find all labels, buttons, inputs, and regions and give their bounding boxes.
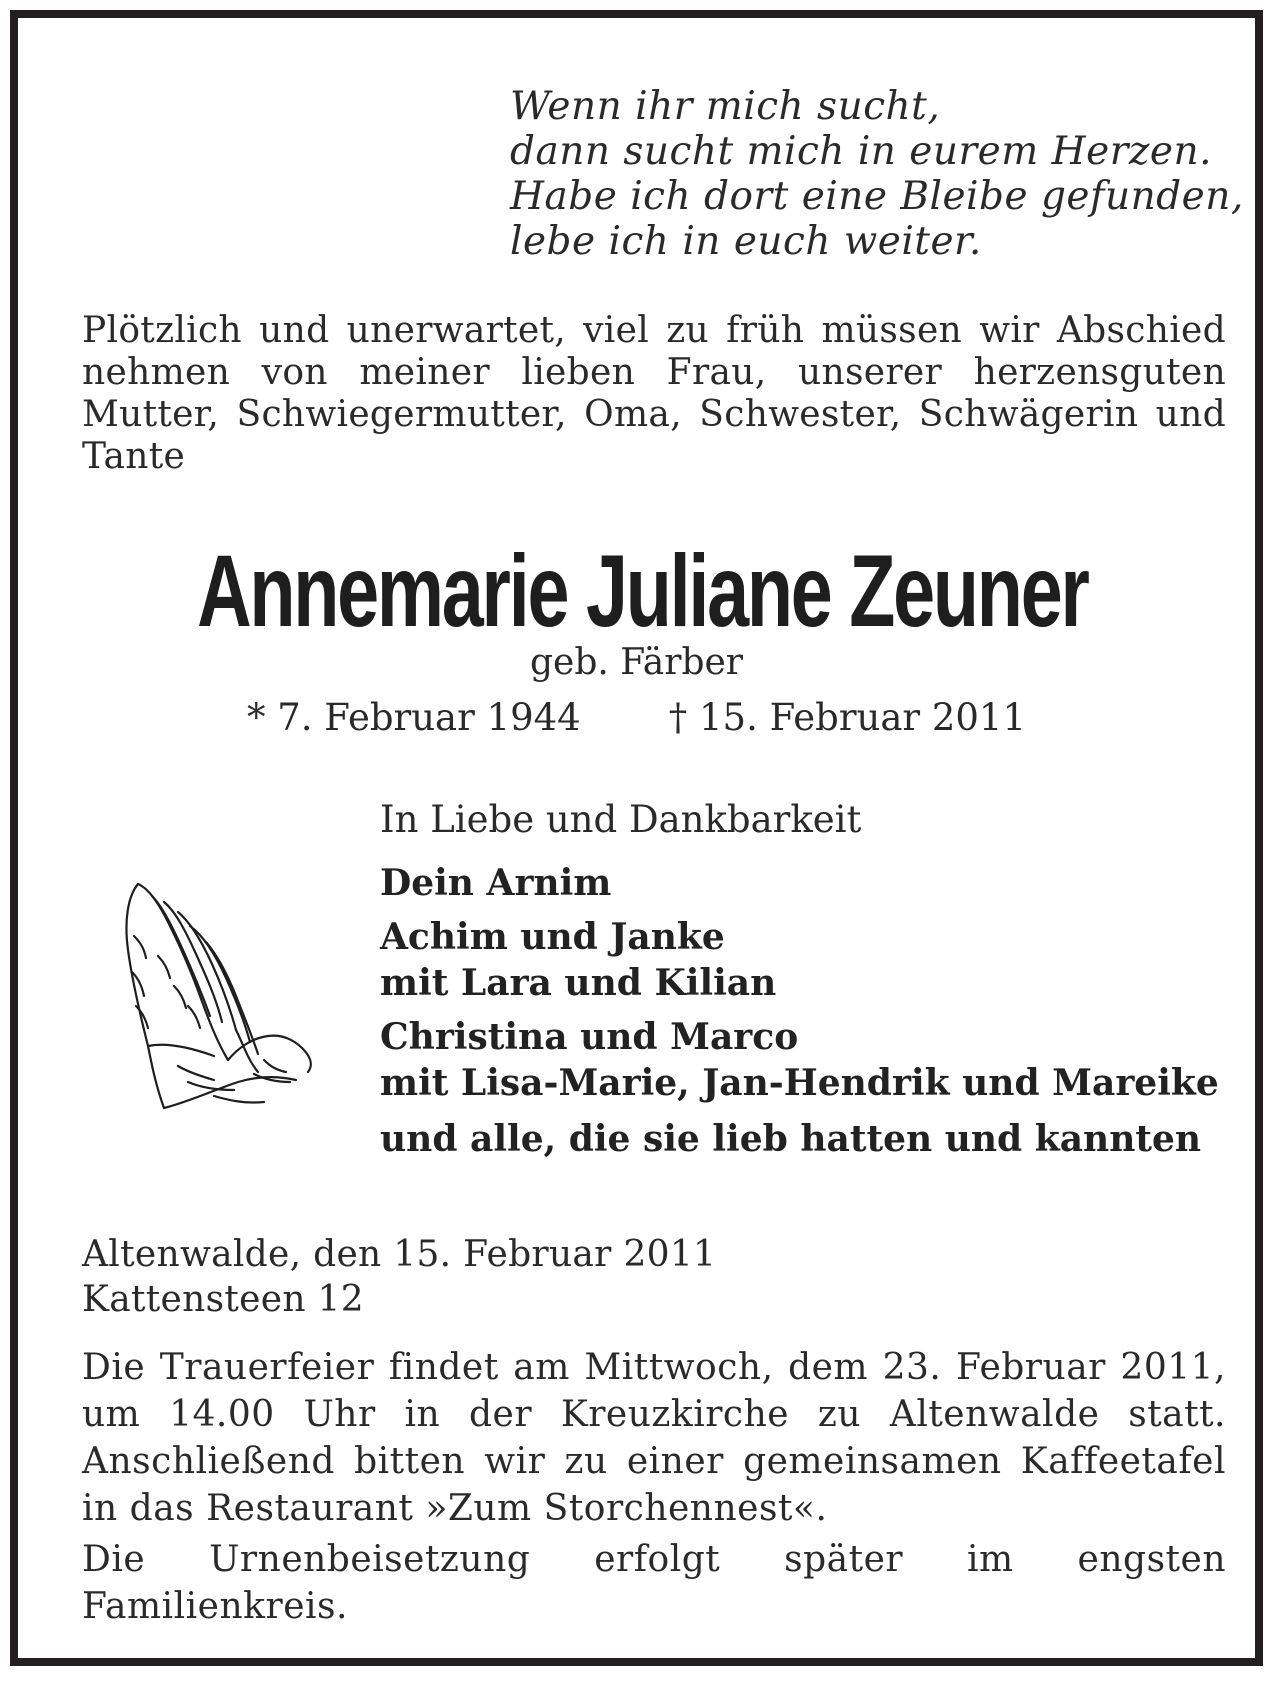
mourner-line: mit Lara und Kilian [380, 962, 777, 1004]
mourner-line: Achim und Janke [380, 916, 725, 958]
mourners-intro: In Liebe und Dankbarkeit [380, 798, 862, 841]
urn-burial-note: Die Urnenbeisetzung erfolgt später im engsten Familienkreis. [82, 1539, 1226, 1627]
mourner-line: Christina und Marco [380, 1016, 799, 1058]
poem-line: dann sucht mich in eurem Herzen. [510, 129, 1212, 174]
poem [510, 84, 1244, 264]
deceased-name: Annemarie Juliane Zeuner [197, 534, 1088, 648]
mourner-line: mit Lisa-Marie, Jan-Hendrik und Mareike [380, 1062, 1219, 1104]
mourner-group [380, 860, 1240, 906]
obituary-notice [10, 10, 1263, 1666]
poem-line: Wenn ihr mich sucht, [510, 84, 941, 129]
poem-line: Habe ich dort eine Bleibe gefunden, [510, 174, 1244, 219]
funeral-announcement: Die Trauerfeier findet am Mittwoch, dem 23. Februar 2011, um 14.00 Uhr in der Kreuzkirche zu Altenwalde statt. Anschließend bitten wir zu einer gemeinsamen Kaffeetafel in das Restaurant »Zum Storchennest«. [82, 1347, 1226, 1529]
mourner-group [380, 914, 1240, 1006]
death-date: † 15. Februar 2011 [668, 696, 1027, 739]
intro-paragraph: Plötzlich und unerwartet, viel zu früh müssen wir Abschied nehmen von meiner lieben Frau, unserer herzensguten Mutter, Schwiegermutter, Oma, Schwester, Schwägerin und Tante [82, 310, 1226, 477]
mourners-list [380, 860, 1240, 1162]
mourner-line: Dein Arnim [380, 862, 612, 904]
place-and-address [82, 1232, 716, 1322]
maiden-name: geb. Färber [529, 642, 744, 683]
praying-hands-icon [118, 876, 318, 1116]
mourners-closing: und alle, die sie lieb hatten und kannten [380, 1118, 1202, 1160]
birth-date: * 7. Februar 1944 [246, 696, 581, 739]
poem-line: lebe ich in euch weiter. [510, 219, 982, 264]
life-dates [18, 696, 1255, 740]
address: Kattensteen 12 [82, 1279, 364, 1320]
mourner-group [380, 1014, 1240, 1106]
place-date: Altenwalde, den 15. Februar 2011 [82, 1234, 717, 1275]
